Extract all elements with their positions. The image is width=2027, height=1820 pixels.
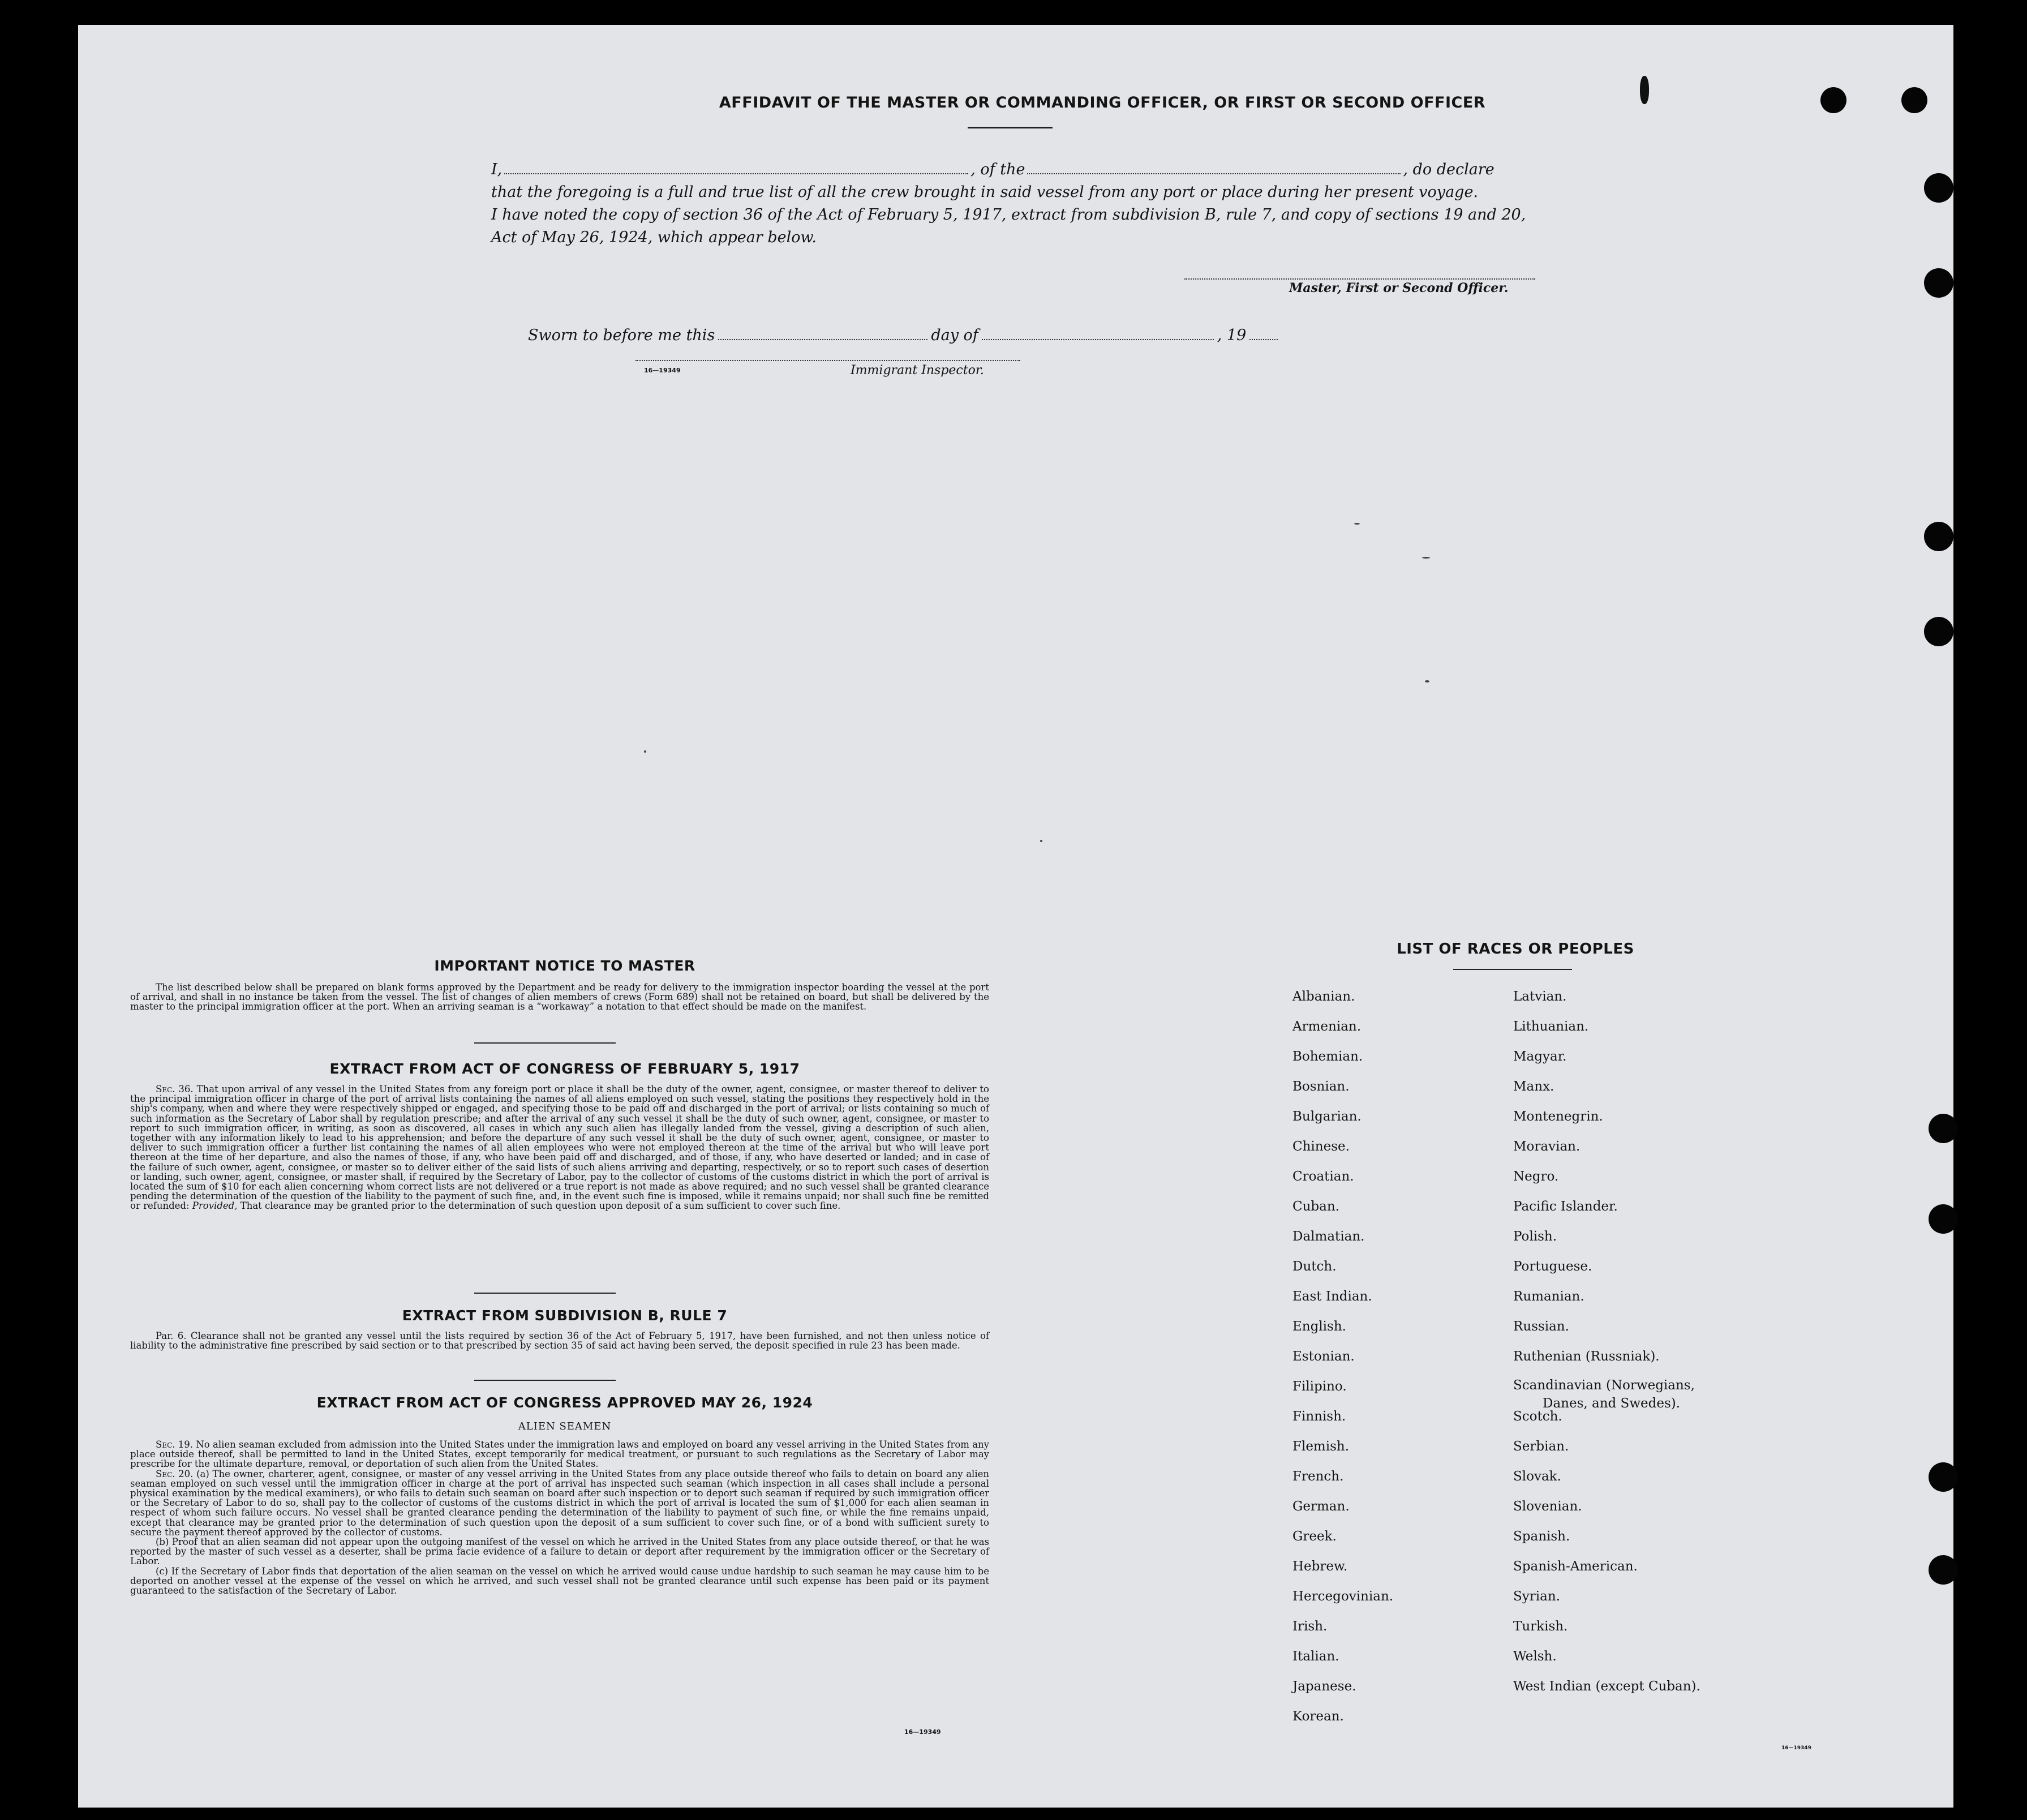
race-item: Hebrew. [1292,1559,1348,1574]
punch-hole [1924,173,1953,203]
paper-speck [1425,680,1429,682]
punch-hole [1924,268,1953,298]
sec-20a-body: (a) The owner, charterer, agent, consignee, or master of any vessel arriving in the United States from any place outside thereof who fails to detain on board any alien seaman employed on such vessel until the immigration officer in charge at the port of arrival has inspected such seaman (which inspection in all cases shall include a personal physical examination by the medical examiners), or who fails to detain such seaman on board after such inspection or to deport such seaman if required by such immigration officer or the Secretary of Labor to do so, shall pay to the collector of customs of the customs district in which the port of arrival is located the sum of $1,000 for each alien seaman in respect of whom such failure occurs. No vessel shall be granted clearance pending the determination of the liability to payment of such fine, or while the fine remains unpaid, except that clearance may be granted prior to the determination of such question upon the deposit of a sum sufficient to cover such fine, or of a bond with sufficient surety to secure the payment thereof approved by the collector of customs. [130,1468,989,1538]
name-blank[interactable] [504,160,968,174]
extract-1924-text [130,1440,989,1595]
races-title-rule [1453,969,1572,970]
punch-hole [1929,1555,1958,1585]
punch-hole [1929,1462,1958,1492]
sec-20-label: Sec. 20. [156,1468,194,1479]
punch-hole [1924,522,1953,551]
races-title: LIST OF RACES OR PEOPLES [1397,941,1634,958]
section-rule [474,1042,616,1044]
race-item: Scandinavian (Norwegians, [1513,1378,1695,1393]
sec-36-body: That upon arrival of any vessel in the United States from any foreign port or place it shall be the duty of the owner, agent, consignee, or master thereof to deliver to the principal immigration officer in charge of the port of arrival lists containing the names of all aliens employed on such vessel, stating the positions they respectively hold in the ship's company, when and where they were respectively shipped or engaged, and specifying those to be paid off and discharged in the port of arrival; or lists containing so much of such information as the Secretary of Labor shall by regulation prescribe; and after the arrival of any such vessel it shall be the duty of such owner, agent, consignee, or master to report to such immigration officer, in writing, as soon as discovered, all cases in which any such alien has illegally landed from the vessel, giving a description of such alien, together with any information likely to lead to his apprehension; and before the departure of any such vessel it shall be the duty of such owner, agent, consignee, or master to deliver to such immigration officer a further list containing the names of all alien employees who were not employed thereon at the time of the arrival but who will leave port thereon at the time of her departure, and also the names of those, if any, who have been paid off and discharged, and of those, if any, who have deserted or landed; and in case of the failure of such owner, agent, consignee, or master so to deliver either of the said lists of such aliens arriving and departing, respectively, or so to report such cases of desertion or landing, such owner, agent, consignee, or master shall, if required by the Secretary of Labor, pay to the collector of customs of the customs district in which the port of arrival is located the sum of $10 for each alien concerning whom correct lists are not delivered or a true report is not made as above required; and no such vessel shall be granted clearance pending the determination of the question of the liability to the payment of such fine, and, in the event such fine is imposed, while it remains unpaid; nor shall such fine be remitted or refunded: [130,1084,989,1212]
race-item: Filipino. [1292,1379,1347,1394]
sec-20c-body: (c) If the Secretary of Labor finds that deportation of the alien seaman on the vessel on which he arrived would cause undue hardship to such seaman he may cause him to be deported on another vessel at the expense of the vessel on which he arrived, and such vessel shall not be granted clearance until such expense has been paid or its payment guaranteed to the satisfaction of the Secretary of Labor. [130,1565,989,1596]
race-item: Finnish. [1292,1409,1346,1424]
race-item: Ruthenian (Russniak). [1513,1349,1660,1364]
paper-speck [644,750,646,753]
extract-1924-title: EXTRACT FROM ACT OF CONGRESS APPROVED MAY 26, 1924 [316,1394,813,1411]
affidavit-title: AFFIDAVIT OF THE MASTER OR COMMANDING OFFICER, OR FIRST OR SECOND OFFICER [719,94,1486,111]
race-item: Bohemian. [1292,1049,1363,1064]
extract-form-number: 16—19349 [904,1728,941,1736]
punch-hole [1929,1204,1958,1234]
declaration-line-4: Act of May 26, 1924, which appear below. [491,229,817,246]
affidavit-form-number: 16—19349 [644,367,681,374]
declaration-line-1 [491,158,1640,181]
document-page [78,25,1953,1808]
race-item: Irish. [1292,1619,1328,1634]
race-item: Welsh. [1513,1649,1557,1664]
race-item: East Indian. [1292,1289,1372,1304]
race-item: Italian. [1292,1649,1339,1664]
paper-speck [1354,523,1360,525]
race-item: Syrian. [1513,1589,1560,1604]
race-item: Croatian. [1292,1169,1354,1184]
sworn-year-blank[interactable] [1249,327,1278,340]
race-item: Bosnian. [1292,1079,1350,1094]
race-item: Russian. [1513,1319,1569,1334]
punch-hole [1901,87,1927,113]
sworn-prefix: Sworn to before me this [528,327,715,344]
sec-36-label: Sec. 36. [156,1084,194,1094]
race-item: Albanian. [1292,989,1355,1004]
race-item: Slovenian. [1513,1499,1582,1514]
race-item: Dalmatian. [1292,1229,1365,1244]
vessel-blank[interactable] [1027,160,1401,174]
punch-hole [1929,1114,1958,1143]
race-item: Latvian. [1513,989,1567,1004]
decl-of-the: , of the [970,161,1025,178]
ink-mark [1640,76,1649,104]
sec-19-label: Sec. 19. [156,1439,194,1450]
race-item: Bulgarian. [1292,1109,1362,1124]
sec-20b [130,1537,989,1566]
race-item: Spanish-American. [1513,1559,1638,1574]
notice-body: The list described below shall be prepared on blank forms approved by the Department and be ready for delivery to the immigration inspector boarding the vessel at the port of arrival, and shall in no instance be taken from the vessel. The list of changes of alien members of crews (Form 689) shall not be retained on board, but shall be delivered by the master to the principal immigration officer at the port. When an arriving seaman is a “workaway” a notation to that effect should be made on the manifest. [130,982,989,1012]
extract-1924-subtitle: ALIEN SEAMEN [518,1420,612,1432]
master-signature-label: Master, First or Second Officer. [1289,281,1509,295]
sworn-line [528,327,1377,344]
race-item: Polish. [1513,1229,1557,1244]
race-item: Turkish. [1513,1619,1568,1634]
notice-text [130,982,989,1012]
race-item: Armenian. [1292,1019,1362,1034]
race-item: Manx. [1513,1079,1554,1094]
race-item: Danes, and Swedes). [1543,1396,1681,1411]
paper-speck [1422,557,1430,559]
race-item: Serbian. [1513,1439,1569,1454]
sworn-year: , 19 [1217,327,1247,344]
race-item: Chinese. [1292,1139,1350,1154]
race-item: Flemish. [1292,1439,1350,1454]
race-item: Greek. [1292,1529,1337,1544]
sworn-day-of: day of [931,327,978,344]
race-item: Montenegrin. [1513,1109,1603,1124]
race-item: Pacific Islander. [1513,1199,1618,1214]
race-item: German. [1292,1499,1350,1514]
inspector-signature-line[interactable] [635,360,1020,361]
race-item: Korean. [1292,1709,1344,1724]
race-item: Portuguese. [1513,1259,1592,1274]
title-rule [968,127,1053,128]
race-item: Japanese. [1292,1679,1356,1694]
master-signature-line[interactable] [1184,278,1535,280]
sec-20c [130,1566,989,1596]
race-item: Slovak. [1513,1469,1561,1484]
race-item: English. [1292,1319,1346,1334]
declaration-line-2: that the foregoing is a full and true list of all the crew brought in said vessel from any port or place during her present voyage. [491,183,1479,201]
race-item: Moravian. [1513,1139,1581,1154]
punch-hole [1924,617,1953,646]
declaration-line-3: I have noted the copy of section 36 of the Act of February 5, 1917, extract from subdivision B, rule 7, and copy of sections 19 and 20, [491,206,1526,224]
race-item: Hercegovinian. [1292,1589,1394,1604]
sworn-month-blank[interactable] [982,327,1214,340]
decl-i: I, [491,161,503,178]
inspector-signature-label: Immigrant Inspector. [851,363,984,377]
punch-hole [1820,87,1846,113]
notice-title: IMPORTANT NOTICE TO MASTER [434,958,695,974]
extract-1917-text [130,1084,989,1211]
provided-word: Provided, [192,1200,238,1212]
race-item: Dutch. [1292,1259,1337,1274]
sec-20a [130,1469,989,1537]
sec-19 [130,1440,989,1469]
race-item: West Indian (except Cuban). [1513,1679,1700,1694]
sec-36-end: That clearance may be granted prior to the determination of such question upon deposit of a sum sufficient to cover such fine. [240,1200,841,1212]
race-item: Magyar. [1513,1049,1567,1064]
race-item: Rumanian. [1513,1289,1584,1304]
race-item: Estonian. [1292,1349,1355,1364]
paper-speck [1040,840,1042,842]
sec-20b-body: (b) Proof that an alien seaman did not appear upon the outgoing manifest of the vessel on which he arrived in the United States from any place outside thereof, or that he was reported by the master of such vessel as a deserter, shall be prima facie evidence of a failure to detain or deport after requirement by the immigration officer or the Secretary of Labor. [130,1536,989,1567]
extract-1917-title: EXTRACT FROM ACT OF CONGRESS OF FEBRUARY 5, 1917 [329,1061,800,1077]
race-item: Spanish. [1513,1529,1570,1544]
rule7-body: Par. 6. Clearance shall not be granted any vessel until the lists required by section 36 of the Act of February 5, 1917, have been furnished, and not then unless notice of liability to the administrative fine prescribed by said section or to that prescribed by section 35 of said act having been served, the deposit specified in rule 23 has been made. [130,1330,989,1351]
sec-19-body: No alien seaman excluded from admission into the United States under the immigration laws and employed on board any vessel arriving in the United States from any place outside thereof, shall be permitted to land in the United States, except temporarily for medical treatment, or pursuant to such regulations as the Secretary of Labor may prescribe for the ultimate departure, removal, or deportation of such alien from the United States. [130,1439,990,1470]
section-rule [474,1380,616,1381]
race-item: French. [1292,1469,1344,1484]
extract-rule7-title: EXTRACT FROM SUBDIVISION B, RULE 7 [402,1307,728,1324]
declaration-text [491,158,1640,249]
race-item: Cuban. [1292,1199,1339,1214]
race-item: Scotch. [1513,1409,1562,1424]
race-item: Negro. [1513,1169,1559,1184]
decl-do-declare: , do declare [1403,161,1495,178]
race-item: Lithuanian. [1513,1019,1589,1034]
section-rule [474,1293,616,1294]
extract-rule7-text [130,1331,989,1350]
sworn-day-blank[interactable] [718,327,927,340]
races-form-number: 16—19349 [1781,1745,1811,1751]
